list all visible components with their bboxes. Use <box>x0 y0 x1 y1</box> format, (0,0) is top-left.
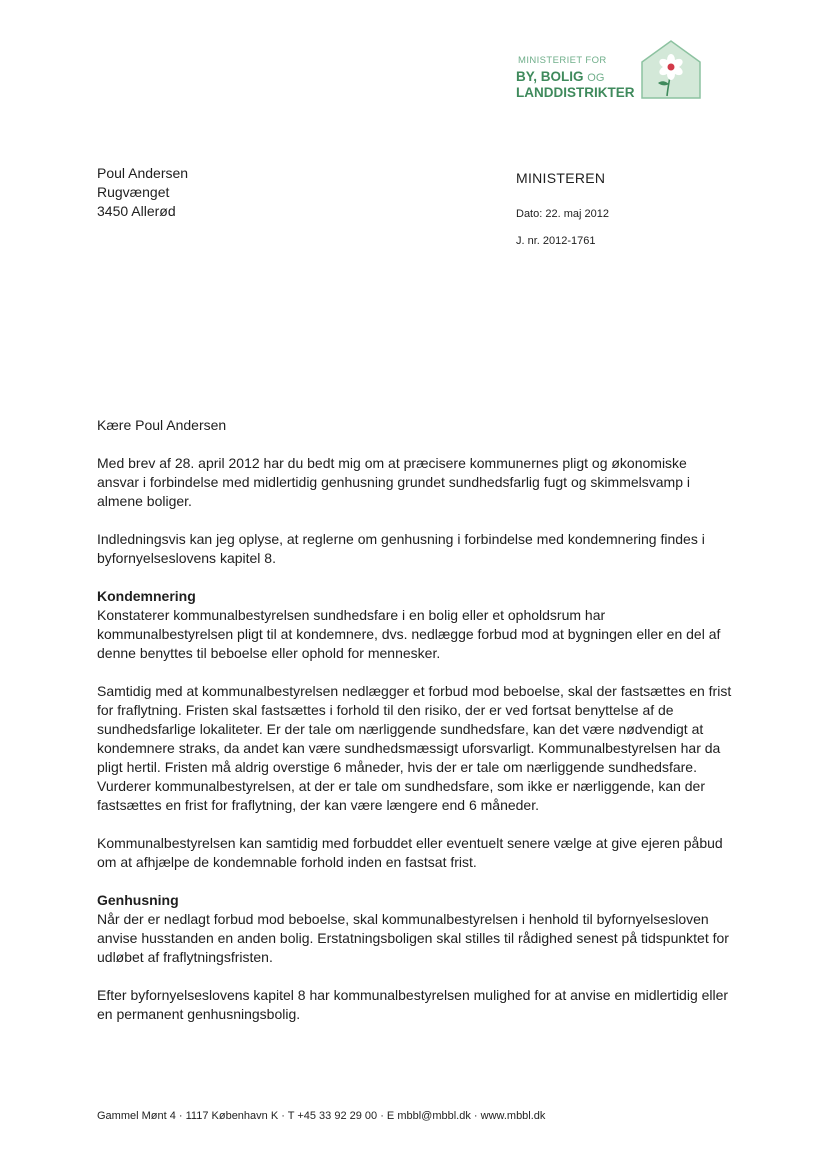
logo-line-ministeriet: MINISTERIET FOR <box>518 55 607 66</box>
paragraph-kapitel-8: Efter byfornyelseslovens kapitel 8 har kommunalbestyrelsen mulighed for at anvise en midlertidig eller en permanent genhusningsbolig. <box>97 987 729 1022</box>
recipient-street: Rugvænget <box>97 184 170 200</box>
paragraph-kondemnering: Konstaterer kommunalbestyrelsen sundhedsfare i en bolig eller et opholdsrum har kommunalbestyrelsen pligt til at kondemnere, dvs. nedlægge forbud mod at bygningen eller en del af denne benyttes til beboelse eller ophold for mennesker. <box>97 607 721 661</box>
journal-number: J. nr. 2012-1761 <box>516 235 596 247</box>
paragraph-request: Med brev af 28. april 2012 har du bedt mig om at præcisere kommunernes pligt og økonomiske ansvar i forbindelse med midlertidig genhusning grundet sundhedsfarlig fugt og skimmelsvamp i almene boliger. <box>97 455 690 509</box>
recipient-name: Poul Andersen <box>97 165 189 181</box>
letter-date: Dato: 22. maj 2012 <box>516 208 609 220</box>
logo-og-text: OG <box>587 72 605 84</box>
recipient-address <box>97 164 188 221</box>
logo-line-by-bolig <box>516 69 604 84</box>
recipient-city: 3450 Allerød <box>97 203 176 219</box>
footer-contact: Gammel Mønt 4 · 1117 København K · T +45 33 92 29 00 · E mbbl@mbbl.dk · www.mbbl.dk <box>97 1110 546 1122</box>
paragraph-fraflytning: Samtidig med at kommunalbestyrelsen nedlægger et forbud mod beboelse, skal der fastsættes en frist for fraflytning. Fristen skal fastsættes i forhold til den risiko, der er ved fortsat benyttelse af de sundhedsfarlige lokaliteter. Er der tale om nærliggende sundhedsfare, kan det være nødvendigt at kondemnere straks, da andet kan være sundhedsmæssigt uforsvarligt. Kommunalbestyrelsen har da pligt hertil. Fristen må aldrig overstige 6 måneder, hvis der er tale om nærliggende sundhedsfare. Vurderer kommunalbestyrelsen, at der er tale om sundhedsfare, som ikke er nærliggende, kan der fastsættes en frist for fraflytning, der kan være længere end 6 måneder. <box>97 683 732 813</box>
ministry-logo <box>516 40 702 100</box>
sender-title: MINISTEREN <box>516 170 606 186</box>
heading-genhusning: Genhusning <box>97 892 179 908</box>
paragraph-paabud: Kommunalbestyrelsen kan samtidig med forbuddet eller eventuelt senere vælge at give ejeren påbud om at afhjælpe de kondemnable forhold inden en fastsat frist. <box>97 835 723 870</box>
paragraph-genhusning: Når der er nedlagt forbud mod beboelse, skal kommunalbestyrelsen i henhold til byfornyelsesloven anvise husstanden en anden bolig. Erstatningsboligen skal stilles til rådighed senest på tidspunktet for udløbet af fraflytningsfristen. <box>97 911 729 965</box>
house-flower-icon <box>640 40 702 100</box>
letter-body <box>97 416 737 1043</box>
paragraph-intro: Indledningsvis kan jeg oplyse, at reglerne om genhusning i forbindelse med kondemnering findes i byfornyelseslovens kapitel 8. <box>97 531 705 566</box>
logo-by-bolig-text: BY, BOLIG <box>516 69 584 84</box>
greeting: Kære Poul Andersen <box>97 417 227 433</box>
logo-line-landdistrikter: LANDDISTRIKTER <box>516 85 635 100</box>
heading-kondemnering: Kondemnering <box>97 588 196 604</box>
